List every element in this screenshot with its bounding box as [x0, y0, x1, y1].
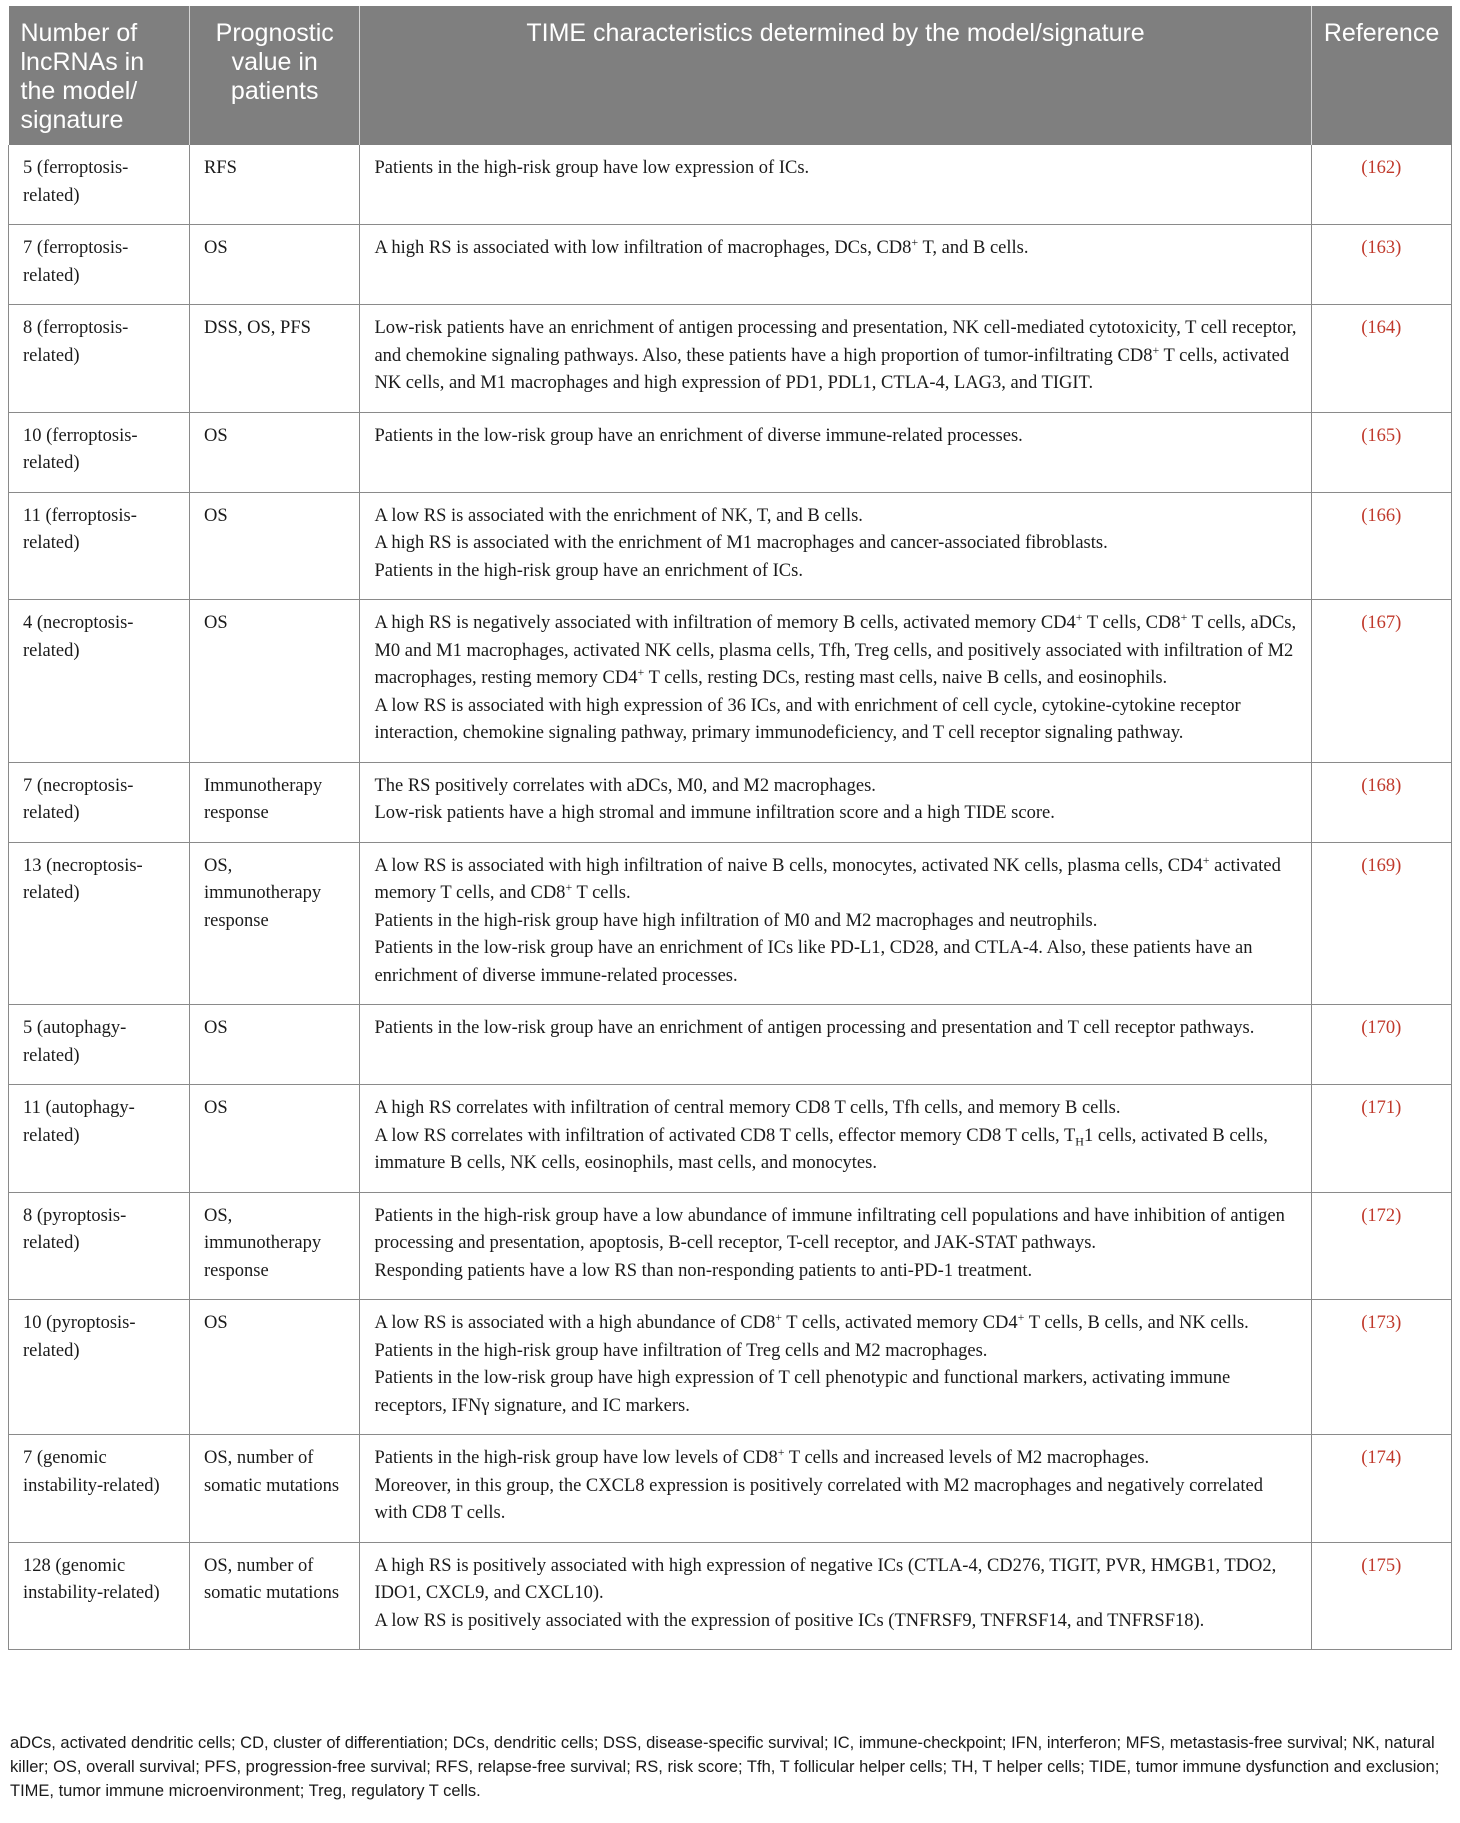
- cell-prognostic-value: OS: [189, 600, 360, 763]
- table-row: [9, 492, 1452, 600]
- cell-prognostic-value: OS: [189, 225, 360, 305]
- characteristic-line: Low-risk patients have an enrichment of antigen processing and presentation, NK cell-mediated cytotoxicity, T cell receptor, and chemokine signaling pathways. Also, these patients have a high proportion of tumor-infiltrating CD8+ T cells, activated NK cells, and M1 macrophages and high expression of PD1, PDL1, CTLA-4, LAG3, and TIGIT.: [374, 318, 1297, 393]
- cell-reference: [1311, 225, 1451, 305]
- reference-link[interactable]: (163): [1361, 238, 1402, 258]
- reference-link[interactable]: (171): [1361, 1098, 1402, 1118]
- cell-time-characteristics: [360, 412, 1311, 492]
- cell-prognostic-value: RFS: [189, 145, 360, 225]
- cell-reference: [1311, 1435, 1451, 1543]
- cell-prognostic-value: OS, number of somatic mutations: [189, 1542, 360, 1650]
- table-header-row: [9, 6, 1452, 145]
- header-number-of-lncrnas: Number of lncRNAs in the model/ signature: [9, 6, 190, 145]
- cell-lncrna-count: 8 (ferroptosis-related): [9, 305, 190, 413]
- reference-link[interactable]: (165): [1361, 425, 1402, 446]
- table-row: [9, 600, 1452, 763]
- cell-lncrna-count: 10 (ferroptosis-related): [9, 412, 190, 492]
- characteristic-line: A high RS is positively associated with high expression of negative ICs (CTLA-4, CD276, TIGIT, PVR, HMGB1, TDO2, IDO1, CXCL9, and CXCL10).: [374, 1555, 1277, 1603]
- cell-prognostic-value: OS, immunotherapy response: [189, 842, 360, 1005]
- reference-link[interactable]: (175): [1361, 1555, 1402, 1576]
- cell-reference: [1311, 1542, 1451, 1650]
- cell-reference: [1311, 305, 1451, 413]
- cell-reference: [1311, 762, 1451, 842]
- cell-time-characteristics: [360, 1435, 1311, 1543]
- cell-time-characteristics: [360, 492, 1311, 600]
- cell-time-characteristics: [360, 762, 1311, 842]
- cell-time-characteristics: [360, 842, 1311, 1005]
- reference-link[interactable]: (173): [1361, 1313, 1402, 1333]
- cell-time-characteristics: [360, 1300, 1311, 1435]
- reference-link[interactable]: (168): [1361, 775, 1402, 796]
- table-row: [9, 1192, 1452, 1300]
- table-body: [9, 145, 1452, 1650]
- cell-lncrna-count: 7 (genomic instability-related): [9, 1435, 190, 1543]
- cell-reference: [1311, 1085, 1451, 1193]
- cell-lncrna-count: 11 (autophagy-related): [9, 1085, 190, 1193]
- cell-prognostic-value: Immunotherapy response: [189, 762, 360, 842]
- cell-time-characteristics: [360, 1085, 1311, 1193]
- characteristic-line: A high RS is associated with low infiltration of macrophages, DCs, CD8+ T, and B cells.: [374, 234, 1029, 258]
- characteristic-line: Patients in the high-risk group have an enrichment of ICs.: [374, 560, 803, 581]
- characteristic-line: Patients in the low-risk group have an enrichment of ICs like PD-L1, CD28, and CTLA-4. Also, these patients have an enrichment of diverse immune-related processes.: [374, 938, 1253, 986]
- cell-prognostic-value: OS, number of somatic mutations: [189, 1435, 360, 1543]
- cell-lncrna-count: 7 (necroptosis-related): [9, 762, 190, 842]
- characteristic-line: A low RS correlates with infiltration of activated CD8 T cells, effector memory CD8 T cells, $T_H1$ cells, activated B cells, immature B cells, NK cells, eosinophils, mast cells, and monocytes.: [374, 1125, 1268, 1173]
- characteristic-line: Patients in the low-risk group have an enrichment of diverse immune-related processes.: [374, 425, 1023, 446]
- cell-time-characteristics: [360, 305, 1311, 413]
- header-time-characteristics: TIME characteristics determined by the model/signature: [360, 6, 1311, 145]
- reference-link[interactable]: (169): [1361, 855, 1402, 876]
- characteristic-line: Low-risk patients have a high stromal and immune infiltration score and a high TIDE score.: [374, 803, 1055, 823]
- cell-lncrna-count: 4 (necroptosis-related): [9, 600, 190, 763]
- cell-lncrna-count: 13 (necroptosis-related): [9, 842, 190, 1005]
- cell-prognostic-value: OS: [189, 1085, 360, 1193]
- header-prognostic-value: Prognostic value in patients: [189, 6, 360, 145]
- characteristic-line: A low RS is associated with the enrichment of NK, T, and B cells.: [374, 505, 863, 526]
- cell-lncrna-count: 10 (pyroptosis-related): [9, 1300, 190, 1435]
- cell-time-characteristics: [360, 1005, 1311, 1085]
- cell-time-characteristics: [360, 225, 1311, 305]
- characteristic-line: Patients in the low-risk group have an enrichment of antigen processing and presentation and T cell receptor pathways.: [374, 1018, 1255, 1038]
- characteristic-line: A high RS is negatively associated with infiltration of memory B cells, activated memory CD4+ T cells, CD8+ T cells, aDCs, M0 and M1 macrophages, activated NK cells, plasma cells, Tfh, Treg cells, and positively associated with infiltration of M2 macrophages, resting memory CD4+ T cells, resting DCs, resting mast cells, naive B cells, and eosinophils.: [374, 609, 1297, 688]
- cell-reference: [1311, 1005, 1451, 1085]
- characteristic-line: A high RS correlates with infiltration of central memory CD8 T cells, Tfh cells, and memory B cells.: [374, 1098, 1121, 1118]
- table-footnote: aDCs, activated dendritic cells; CD, cluster of differentiation; DCs, dendritic cells; DSS, disease-specific survival; IC, immune-checkpoint; IFN, interferon; MFS, metastasis-free survival; NK, natural killer; OS, overall survival; PFS, progression-free survival; RFS, relapse-free survival; RS, risk score; Tfh, T follicular helper cells; TH, T helper cells; TIDE, tumor immune dysfunction and exclusion; TIME, tumor immune microenvironment; Treg, regulatory T cells.: [10, 1734, 1440, 1800]
- characteristic-line: Responding patients have a low RS than non-responding patients to anti-PD-1 treatment.: [374, 1260, 1033, 1281]
- reference-link[interactable]: (162): [1361, 158, 1402, 178]
- table-row: [9, 1085, 1452, 1193]
- cell-lncrna-count: 5 (autophagy-related): [9, 1005, 190, 1085]
- table-row: [9, 1542, 1452, 1650]
- characteristic-line: A low RS is positively associated with the expression of positive ICs (TNFRSF9, TNFRSF14, and TNFRSF18).: [374, 1610, 1205, 1631]
- reference-link[interactable]: (166): [1361, 505, 1402, 526]
- cell-time-characteristics: [360, 600, 1311, 763]
- characteristic-line: Patients in the high-risk group have infiltration of Treg cells and M2 macrophages.: [374, 1340, 988, 1361]
- cell-lncrna-count: 8 (pyroptosis-related): [9, 1192, 190, 1300]
- cell-time-characteristics: [360, 1192, 1311, 1300]
- cell-reference: [1311, 1192, 1451, 1300]
- reference-link[interactable]: (170): [1361, 1018, 1402, 1038]
- cell-lncrna-count: 5 (ferroptosis-related): [9, 145, 190, 225]
- lncrna-signature-table: [8, 6, 1452, 1650]
- cell-reference: [1311, 492, 1451, 600]
- characteristic-line: Patients in the high-risk group have low expression of ICs.: [374, 158, 810, 178]
- cell-time-characteristics: [360, 145, 1311, 225]
- cell-prognostic-value: OS: [189, 492, 360, 600]
- characteristic-line: Patients in the high-risk group have a low abundance of immune infiltrating cell populations and have inhibition of antigen processing and presentation, apoptosis, B-cell receptor, T-cell receptor, and JAK-STAT pathways.: [374, 1205, 1285, 1253]
- cell-prognostic-value: DSS, OS, PFS: [189, 305, 360, 413]
- cell-lncrna-count: 11 (ferroptosis-related): [9, 492, 190, 600]
- characteristic-line: A low RS is associated with high infiltration of naive B cells, monocytes, activated NK cells, plasma cells, CD4+ activated memory T cells, and CD8+ T cells.: [374, 852, 1281, 903]
- table-row: [9, 305, 1452, 413]
- reference-link[interactable]: (174): [1361, 1448, 1402, 1468]
- characteristic-line: A low RS is associated with high expression of 36 ICs, and with enrichment of cell cycle, cytokine-cytokine receptor interaction, chemokine signaling pathway, primary immunodeficiency, and T cell receptor signaling pathway.: [374, 695, 1241, 743]
- characteristic-line: Patients in the high-risk group have high infiltration of M0 and M2 macrophages and neutrophils.: [374, 910, 1098, 931]
- reference-link[interactable]: (167): [1361, 613, 1402, 633]
- table-row: [9, 412, 1452, 492]
- cell-reference: [1311, 600, 1451, 763]
- table-row: [9, 1005, 1452, 1085]
- cell-prognostic-value: OS: [189, 412, 360, 492]
- characteristic-line: A low RS is associated with a high abundance of CD8+ T cells, activated memory CD4+ T cells, B cells, and NK cells.: [374, 1309, 1249, 1333]
- table-row: [9, 842, 1452, 1005]
- cell-reference: [1311, 842, 1451, 1005]
- header-reference: Reference: [1311, 6, 1451, 145]
- characteristic-line: A high RS is associated with the enrichment of M1 macrophages and cancer-associated fibroblasts.: [374, 533, 1108, 553]
- cell-time-characteristics: [360, 1542, 1311, 1650]
- table-row: [9, 1300, 1452, 1435]
- cell-reference: [1311, 145, 1451, 225]
- characteristic-line: Moreover, in this group, the CXCL8 expression is positively correlated with M2 macrophages and negatively correlated with CD8 T cells.: [374, 1475, 1264, 1523]
- cell-lncrna-count: 128 (genomic instability-related): [9, 1542, 190, 1650]
- characteristic-line: The RS positively correlates with aDCs, M0, and M2 macrophages.: [374, 775, 876, 796]
- table-row: [9, 1435, 1452, 1543]
- cell-prognostic-value: OS: [189, 1005, 360, 1085]
- table-row: [9, 145, 1452, 225]
- cell-prognostic-value: OS: [189, 1300, 360, 1435]
- cell-lncrna-count: 7 (ferroptosis-related): [9, 225, 190, 305]
- reference-link[interactable]: (172): [1361, 1205, 1402, 1226]
- cell-reference: [1311, 1300, 1451, 1435]
- table-row: [9, 225, 1452, 305]
- cell-prognostic-value: OS, immunotherapy response: [189, 1192, 360, 1300]
- reference-link[interactable]: (164): [1361, 318, 1402, 338]
- characteristic-line: Patients in the low-risk group have high expression of T cell phenotypic and functional markers, activating immune receptors, IFNγ signature, and IC markers.: [374, 1368, 1231, 1416]
- table-row: [9, 762, 1452, 842]
- cell-reference: [1311, 412, 1451, 492]
- characteristic-line: Patients in the high-risk group have low levels of CD8+ T cells and increased levels of M2 macrophages.: [374, 1444, 1150, 1468]
